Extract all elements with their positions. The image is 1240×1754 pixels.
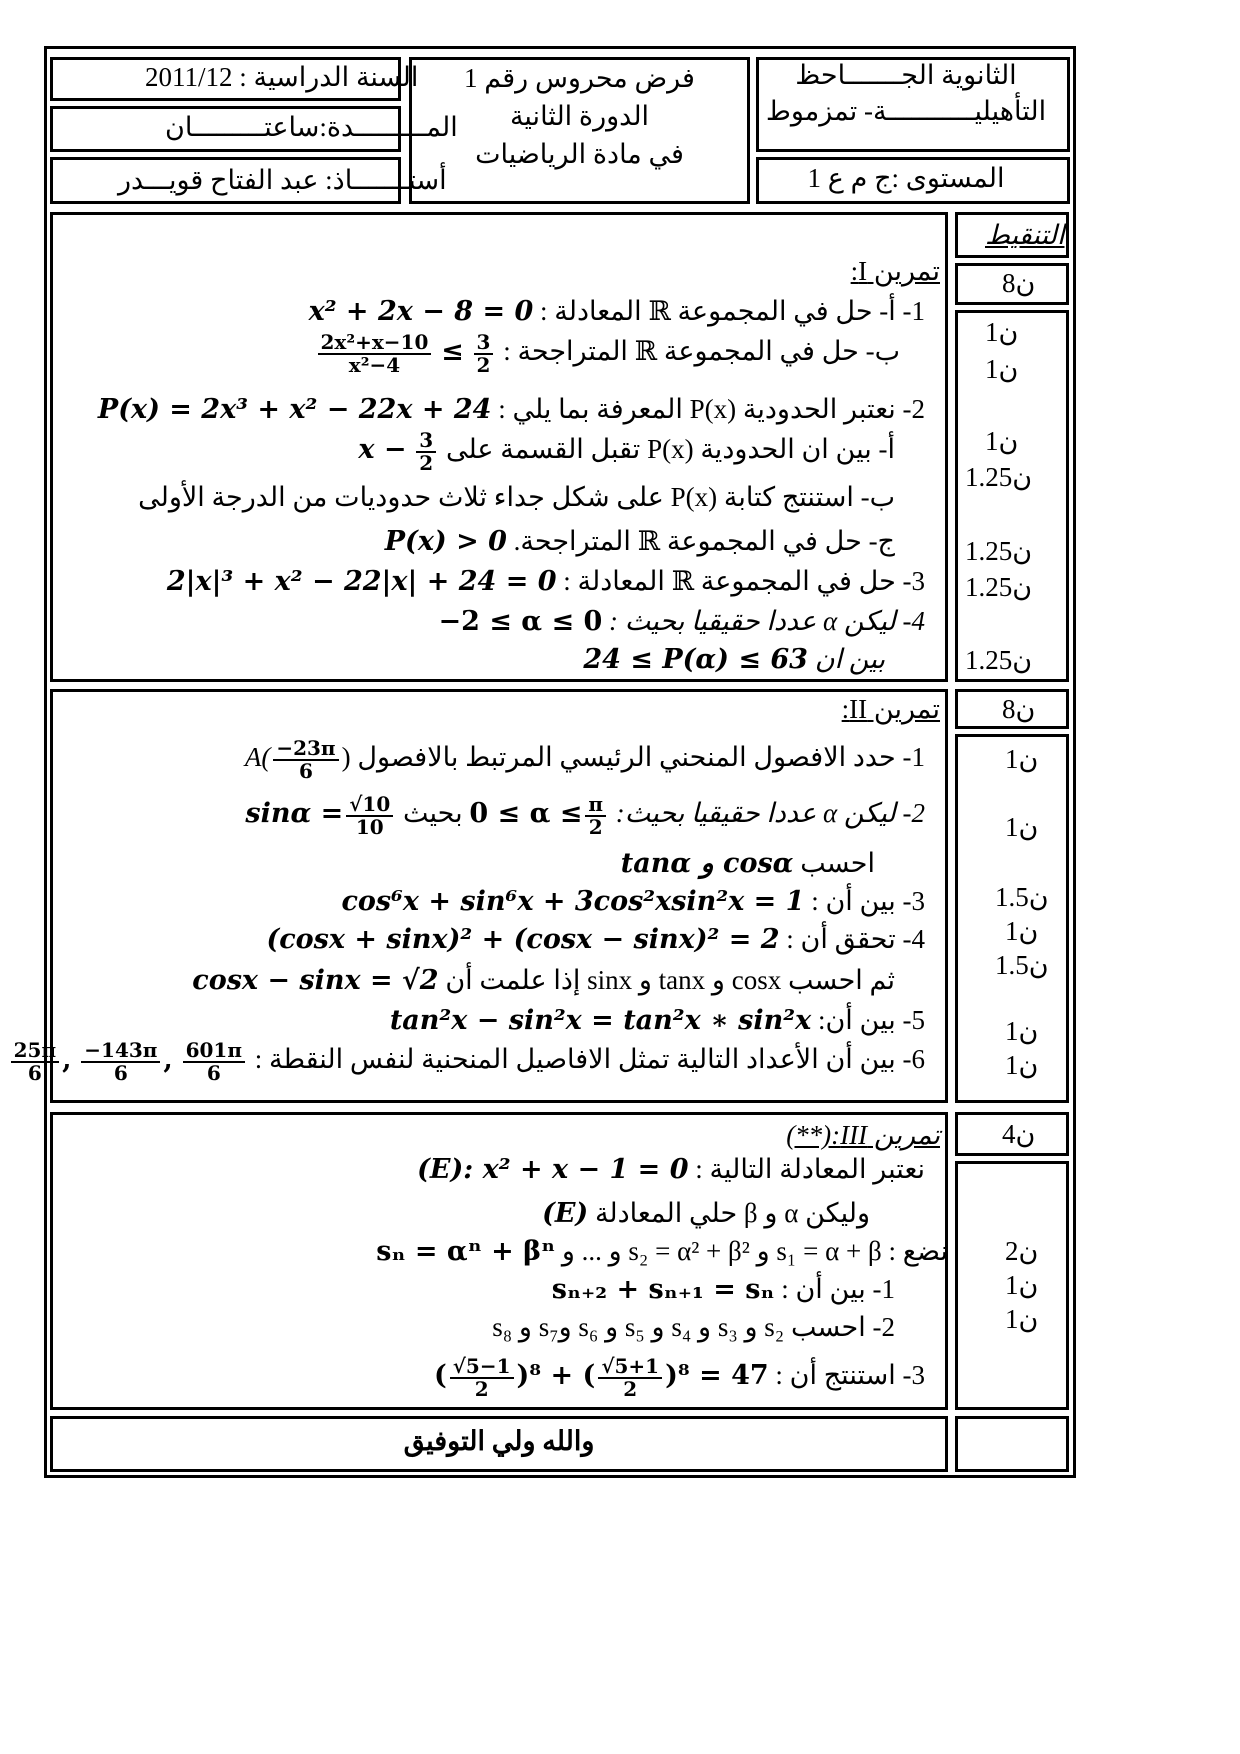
ex3-line1: نعتبر المعادلة التالية : (E): x² + x − 1 = 0 (417, 1154, 925, 1185)
ex1-q4: 4- ليكن α عددا حقيقيا بحيث : −2 ≤ α ≤ 0 (438, 606, 925, 637)
ex1-score-2: 1ن (985, 354, 1019, 384)
ex1-q3: 3- حل في المجموعة ℝ المعادلة : 2|x|³ + x² − 22|x| + 24 = 0 (166, 566, 925, 597)
ex1-q4b: بين ان 24 ≤ P(α) ≤ 63 (583, 644, 885, 675)
ex3-score-2: 1ن (1005, 1270, 1039, 1300)
ex1-points: 8ن (1002, 268, 1036, 298)
ex1-q2b: ب- استنتج كتابة P(x) على شكل جداء ثلاث حدوديات من الدرجة الأولى (138, 482, 895, 512)
ex1-q2: 2- نعتبر الحدودية P(x) المعرفة بما يلي : P(x) = 2x³ + x² − 22x + 24 (97, 394, 925, 425)
ex3-score-3: 1ن (1005, 1304, 1039, 1334)
ex1-q1b-den: x²−4 (348, 353, 401, 377)
ex2-points: 8ن (1002, 694, 1036, 724)
ex3-line2: وليكن α و β حلي المعادلة (E) (542, 1198, 870, 1229)
ex1-q1b-num: 2x²+x−10 (318, 332, 432, 355)
ex1-q1a-math: x² + 2x − 8 = 0 (308, 296, 534, 327)
ex1-q1b: ب- حل في المجموعة ℝ المتراجحة : $\frac{\text{2x²+x−10}}{\text{x²−4}}$ ≤ $\frac{3}{2}$ (315, 332, 900, 376)
ex3-q2: 2- احسب s₂ و s₃ و s₄ و s₅ و s₆ وs₇ و s₈ (492, 1312, 895, 1342)
duration: المـــــــــدة:ساعتـــــــــان (165, 112, 458, 142)
school-year: السنة الدراسية : 2011/12 (145, 62, 419, 92)
ex1-score-1: 1ن (985, 317, 1019, 347)
ex2-q1: 1- حدد الافصول المنحني الرئيسي المرتبط بالافصول A( $\frac{-23\pi}{6}$ ) (244, 736, 925, 783)
exam-title-2: الدورة الثانية (509, 101, 650, 131)
ex2-score-3: 1.5ن (995, 882, 1049, 912)
ex1-q2c-math: P(x) > 0 (384, 526, 507, 557)
ex1-score-4: 1.25ن (965, 462, 1033, 492)
ex2-q2: 2- ليكن α عددا حقيقيا بحيث: 0 ≤ α ≤ $\frac{\pi}{2}$ بحيث sinα = $\frac{√10}{10}$ (245, 792, 925, 839)
ex1-title: تمرين I: (850, 256, 940, 286)
ex3-points: 4ن (1002, 1119, 1036, 1149)
ex1-q2-math: P(x) = 2x³ + x² − 22x + 24 (97, 394, 492, 425)
ex1-q1a: 1- أ- حل في المجموعة ℝ المعادلة : x² + 2x − 8 = 0 (308, 296, 925, 327)
ex3-score-1: 2ن (1005, 1236, 1039, 1266)
ex2-q4: 4- تحقق أن : (cosx + sinx)² + (cosx − sinx)² = 2 (266, 924, 925, 955)
exam-title-3: في مادة الرياضيات (475, 139, 684, 169)
ex2-q3: 3- بين أن : cos⁶x + sin⁶x + 3cos²xsin²x = 1 (341, 886, 925, 917)
ex1-q2c: ج- حل في المجموعة ℝ المتراجحة. P(x) > 0 (384, 526, 895, 557)
ex1-q4b-math: 24 ≤ P(α) ≤ 63 (583, 644, 808, 675)
ex2-title: تمرين II: (841, 694, 940, 724)
ex2-score-4: 1ن (1005, 916, 1039, 946)
ex1-score-3: 1ن (985, 426, 1019, 456)
ex2-score-7: 1ن (1005, 1050, 1039, 1080)
ex2-score-2: 1ن (1005, 812, 1039, 842)
footer-score-box (955, 1416, 1069, 1472)
exam-title-1: فرض محروس رقم 1 (464, 63, 695, 93)
level: المستوى :ج م ع 1 (807, 163, 1005, 193)
ex2-score-6: 1ن (1005, 1016, 1039, 1046)
ex2-score-1: 1ن (1005, 744, 1039, 774)
grading-label: التنقيط (985, 220, 1065, 250)
ex3-q1: 1- بين أن : sₙ₊₂ + sₙ₊₁ = sₙ (551, 1274, 895, 1305)
school-name-2: التأهيليـــــــــــة- تمزموط (765, 96, 1047, 126)
ex2-score-5: 1.5ن (995, 950, 1049, 980)
ex3-line3: نضع : s₁ = α + β و s₂ = α² + β² و ... و sₙ = αⁿ + βⁿ (376, 1236, 948, 1267)
ex1-score-6: 1.25ن (965, 572, 1033, 602)
ex3-title: تمرين III:(**) (786, 1120, 940, 1150)
ex2-q2b: احسب cosα و tanα (620, 848, 875, 879)
ex2-q4b: ثم احسب cosx و tanx و sinx إذا علمت أن cosx − sinx = √2 (192, 965, 895, 996)
ex1-q3-math: 2|x|³ + x² − 22|x| + 24 = 0 (166, 566, 557, 597)
teacher-name: أستـــــــاذ: عبد الفتاح قويـــدر (118, 165, 447, 195)
ex2-q5: 5- بين أن: tan²x − sin²x = tan²x ∗ sin²x (389, 1005, 925, 1036)
ex1-score-5: 1.25ن (965, 536, 1033, 566)
ex1-q2a: أ- بين ان الحدودية P(x) تقبل القسمة على x − $\frac{3}{2}$ (358, 428, 895, 475)
ex1-q4-math: −2 ≤ α ≤ 0 (438, 606, 603, 637)
school-name-1: الثانوية الجـــــــاحظ (795, 60, 1017, 90)
ex1-score-7: 1.25ن (965, 645, 1033, 675)
ex2-q6: 6- بين أن الأعداد التالية تمثل الافاصيل المنحنية لنفس النقطة : $\frac{25\pi}{6}$ , $\frac{-143\pi}{6}$ , $\frac{601\pi}{6}$ (8, 1040, 925, 1084)
ex3-q3: 3- استنتج أن : ( $\frac{√5-1}{2}$ )⁸ + ( $\frac{√5+1}{2}$ )⁸ = 47 (434, 1354, 925, 1401)
footer-text: والله ولي التوفيق (403, 1426, 595, 1456)
